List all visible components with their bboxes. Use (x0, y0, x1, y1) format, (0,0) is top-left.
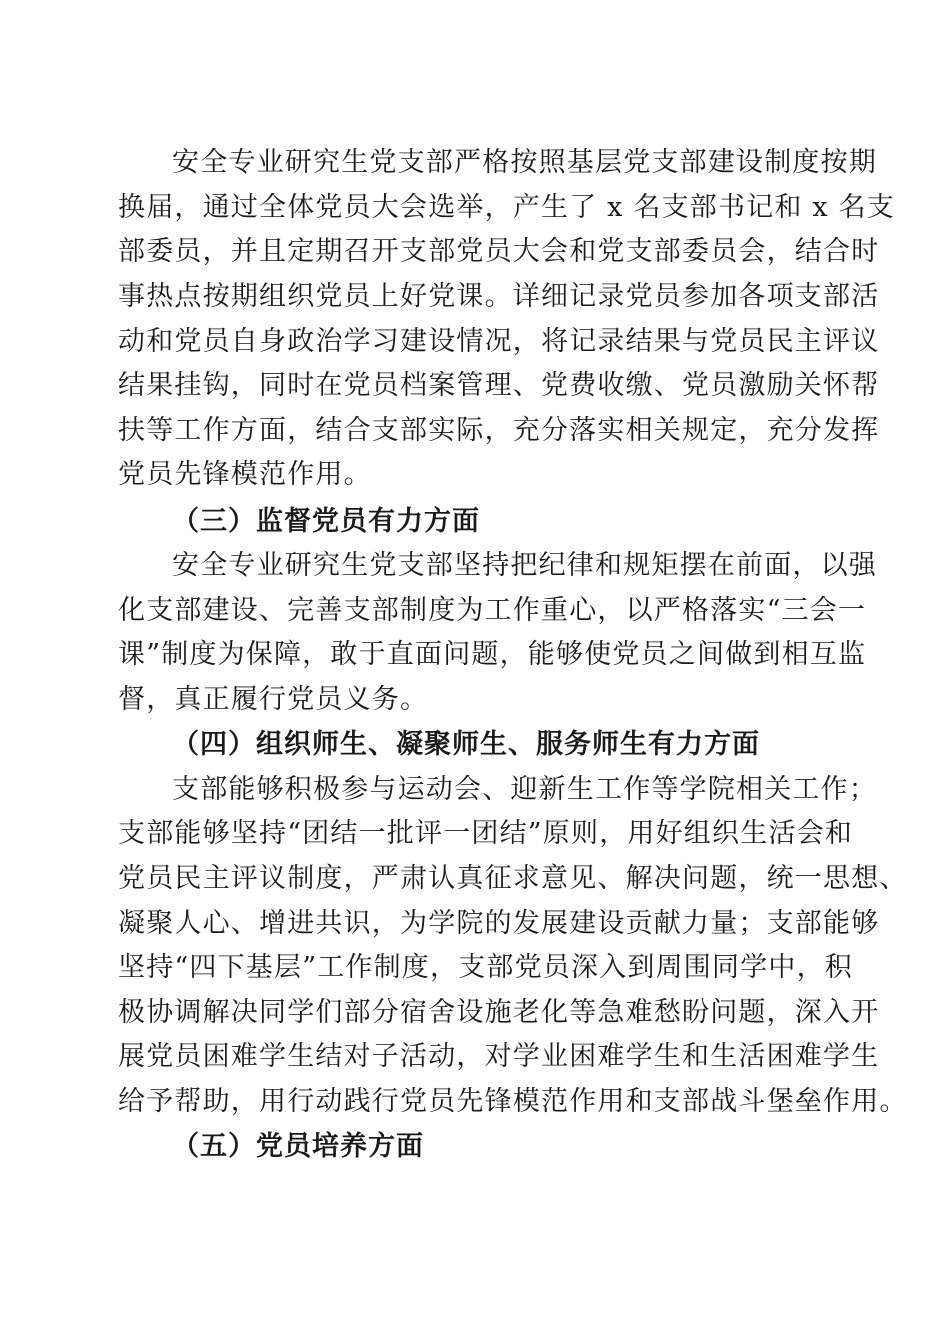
paragraph-line: 扶等工作方面，结合支部实际，充分落实相关规定，充分发挥 (118, 415, 880, 446)
paragraph-line: 凝聚人心、增进共识，为学院的发展建设贡献力量；支部能够 (118, 908, 880, 939)
section-heading-supervision: （三）监督党员有力方面 (172, 506, 480, 537)
paragraph-line: 结果挂钩，同时在党员档案管理、党费收缴、党员激励关怀帮 (118, 370, 880, 401)
paragraph-line: 党员民主评议制度，严肃认真征求意见、解决问题，统一思想、 (118, 863, 908, 894)
paragraph-line: 支部能够坚持“团结一批评一团结”原则，用好组织生活会和 (118, 818, 854, 849)
section-heading-organize-serve: （四）组织师生、凝聚师生、服务师生有力方面 (172, 729, 760, 760)
paragraph-line: 展党员困难学生结对子活动，对学业困难学生和生活困难学生 (118, 1041, 880, 1072)
paragraph-line: 安全专业研究生党支部严格按照基层党支部建设制度按期 (172, 147, 877, 178)
paragraph-line: 事热点按期组织党员上好党课。详细记录党员参加各项支部活 (118, 281, 880, 312)
paragraph-line: 督，真正履行党员义务。 (118, 684, 429, 715)
section-heading-member-training: （五）党员培养方面 (172, 1131, 424, 1162)
paragraph-line: 支部能够积极参与运动会、迎新生工作等学院相关工作； (172, 774, 877, 805)
paragraph-line: 换届，通过全体党员大会选举，产生了 x 名支部书记和 x 名支 (118, 192, 895, 223)
paragraph-line: 给予帮助，用行动践行党员先锋模范作用和支部战斗堡垒作用。 (118, 1086, 908, 1117)
paragraph-line: 极协调解决同学们部分宿舍设施老化等急难愁盼问题，深入开 (118, 997, 880, 1028)
paragraph-line: 课”制度为保障，敢于直面问题，能够使党员之间做到相互监 (118, 639, 867, 670)
paragraph-line: 党员先锋模范作用。 (118, 459, 372, 490)
paragraph-line: 部委员，并且定期召开支部党员大会和党支部委员会，结合时 (118, 236, 880, 267)
paragraph-line: 坚持“四下基层”工作制度，支部党员深入到周围同学中，积 (118, 952, 854, 983)
paragraph-line: 动和党员自身政治学习建设情况，将记录结果与党员民主评议 (118, 326, 880, 357)
paragraph-line: 安全专业研究生党支部坚持把纪律和规矩摆在前面，以强 (172, 550, 877, 581)
paragraph-line: 化支部建设、完善支部制度为工作重心，以严格落实“三会一 (118, 595, 867, 626)
